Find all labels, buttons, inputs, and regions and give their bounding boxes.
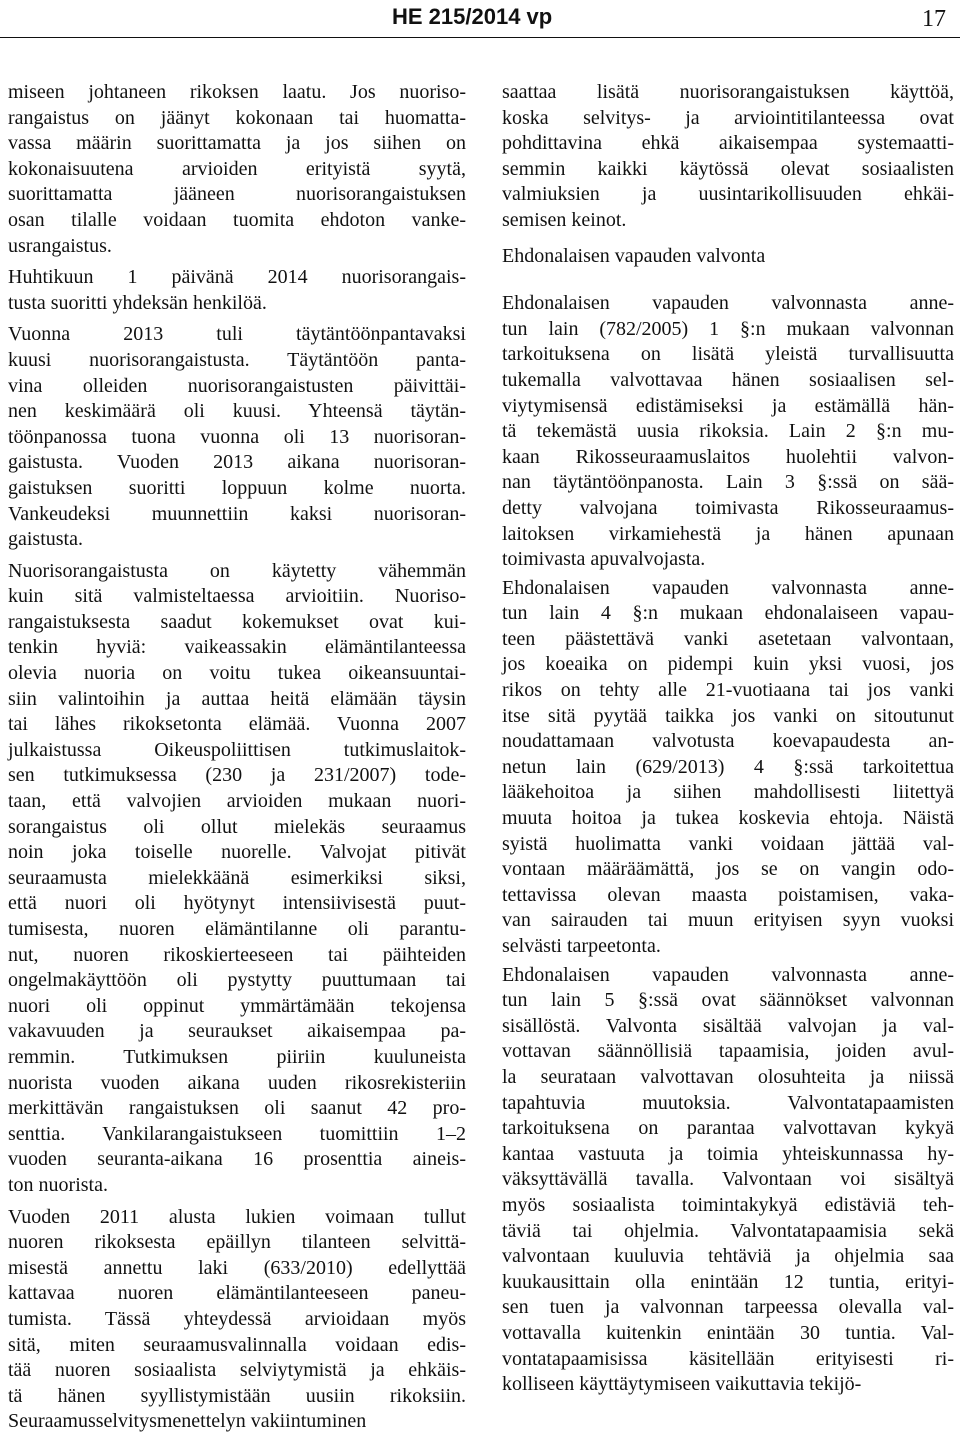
page-header	[0, 0, 960, 40]
text-line: sen tuen ja valvonnan tarpeessa olevalla val-	[502, 1296, 954, 1319]
paragraph	[502, 291, 954, 573]
text-line: Ehdonalaisen vapauden valvonnasta anne-	[502, 963, 954, 986]
text-line: gaistuksen suoritti loppuun kolme nuorta.	[8, 476, 466, 499]
text-line: nen keskimäärä oli kuusi. Yhteensä täytän-	[8, 400, 466, 423]
text-line: noin joka toiselle nuorelle. Valvojat pitivät	[8, 841, 466, 864]
text-line: että nuori oli hyötynyt intensiivisestä puut-	[8, 892, 466, 915]
page-number: 17	[922, 6, 946, 32]
text-line: gaistusta. Vuoden 2013 aikana nuorisoran-	[8, 451, 466, 474]
text-line: kantaa vastuuta ja toimia yhteiskunnassa hy-	[502, 1142, 954, 1165]
text-line: sen tutkimuksessa (230 ja 231/2007) tode-	[8, 764, 466, 787]
text-line: Nuorisorangaistusta on käytetty vähemmän	[8, 559, 466, 582]
text-line: nut, nuoren rikoskierteeseen tai päihteiden	[8, 943, 466, 966]
paragraph	[8, 322, 466, 552]
header-rule	[0, 37, 960, 38]
text-line: toimivasta apuvalvojasta.	[502, 548, 706, 571]
text-line: valmiuksien ja uusintarikollisuuden ehkäi-	[502, 183, 954, 206]
text-line: olevia nuoria on voitu tukea oikeansuuntai-	[8, 662, 466, 685]
text-line: tä hänen syyllistymistään uusiin rikoksiin.	[8, 1384, 466, 1407]
text-line: teen päästettävä vanki asetetaan valvontaan,	[502, 627, 954, 650]
text-line: väksyttävällä tavalla. Valvontaan voi sisältyä	[502, 1168, 954, 1191]
text-line: saattaa lisätä nuorisorangaistuksen käyttöä,	[502, 81, 954, 103]
text-line: vottavalla kuitenkin enintään 30 tuntia. Val-	[502, 1321, 954, 1344]
text-line: Seuraamusselvitysmenettelyn vakiintuminen	[8, 1410, 367, 1433]
text-line: ton nuorista.	[8, 1173, 108, 1196]
text-line: taan, että valvojien arvioiden mukaan nuori-	[8, 790, 466, 813]
text-line: tapahtuvia muutoksia. Valvontatapaamisten	[502, 1091, 954, 1114]
text-line: gaistusta.	[8, 528, 83, 551]
text-line: kuusi nuorisorangaistusta. Täytäntöön panta-	[8, 348, 466, 371]
text-line: tä tekemästä uusia rikoksia. Lain 2 §:n mu-	[502, 420, 954, 443]
paragraph	[8, 265, 466, 316]
text-line: sisällöstä. Valvonta sisältää valvojan ja val-	[502, 1014, 954, 1037]
text-line: kolliseen käyttäytymiseen vaikuttavia tekijö-	[502, 1373, 862, 1396]
text-line: tarkoituksena on parantaa valvottavan kykyä	[502, 1117, 954, 1140]
left-column	[8, 80, 466, 1435]
text-line: noudattamaan valvotusta koevapaudesta an-	[502, 730, 954, 753]
text-line: kaan Rikosseuraamuslaitos huolehtii valvon-	[502, 445, 954, 468]
text-line: selvästi tarpeetonta.	[502, 935, 661, 957]
text-line: semmin kaikki käytössä olevat sosiaalisten	[502, 157, 954, 180]
text-line: julkaistussa Oikeuspoliittisen tutkimuslaitok-	[8, 738, 466, 761]
text-line: sorangaistus oli ollut mielekäs seuraamus	[8, 815, 466, 838]
right-column	[502, 80, 954, 1398]
text-line: misestä annettu laki (633/2010) edellyttää	[8, 1256, 466, 1279]
text-line: vontatapaamisissa käsitellään erityisesti ri-	[502, 1347, 954, 1370]
text-line: laitoksen virkamiehestä ja hänen apunaan	[502, 522, 954, 545]
text-line: tumisesta, nuoren elämäntilanne oli parantu-	[8, 918, 466, 940]
text-line: detty valvojana toimivasta Rikosseuraamus-	[502, 496, 954, 519]
text-line: vakavuuden ja seuraukset aikaisempaa pa-	[8, 1020, 466, 1043]
text-line: pohdittavina ehkä aikaisempaa systemaatti-	[502, 132, 954, 155]
text-line: Vankeudeksi muunnettiin kaksi nuorisoran-	[8, 502, 466, 525]
section-heading: Ehdonalaisen vapauden valvonta	[502, 244, 766, 267]
text-line: rangaistus on jäänyt kokonaan tai huomatta-	[8, 106, 466, 129]
text-line: itse sitä pyytää taikka jos vanki on sitoutunut	[502, 704, 954, 727]
spacer	[502, 234, 954, 244]
text-line: van sairauden tai muun erityisen syyn vuoksi	[502, 909, 954, 932]
text-line: nan täytäntöönpanosta. Lain 3 §:ssä on sää-	[502, 471, 954, 494]
text-line: osan tilalle voidaan tuomita ehdoton vanke-	[8, 208, 466, 231]
text-line: ongelmakäyttöön oli pystytty puuttumaan tai	[8, 969, 466, 992]
text-line: tun lain 4 §:n mukaan ehdonalaiseen vapau-	[502, 602, 954, 625]
text-line: Huhtikuun 1 päivänä 2014 nuorisorangais-	[8, 266, 466, 289]
text-line: tettavissa olevan maasta poistamisen, vaka-	[502, 883, 954, 906]
paragraph	[502, 80, 954, 234]
text-line: vottavan säännöllisiä tapaamisia, joiden avul-	[502, 1040, 954, 1063]
paragraph	[8, 559, 466, 1199]
text-line: tenkin hyviä: vaikeassakin elämäntilanteessa	[8, 636, 466, 659]
text-line: Ehdonalaisen vapauden valvonnasta anne-	[502, 292, 954, 315]
text-line: siin valintoihin ja auttaa heitä elämään täysin	[8, 687, 466, 710]
paragraph	[502, 963, 954, 1398]
text-line: Vuoden 2011 alusta lukien voimaan tullut	[8, 1205, 466, 1228]
text-line: senttia. Vankilarangaistukseen tuomittiin 1–2	[8, 1122, 466, 1145]
text-line: myös sosiaalista toimintakykyä edistäviä teh-	[502, 1193, 954, 1216]
text-line: valvontaan kuuluvia tehtäviä ja ohjelmia saa	[502, 1245, 954, 1268]
paragraph	[8, 1205, 466, 1435]
text-line: nuoren rikoksesta epäillyn tilanteen selvittä-	[8, 1231, 466, 1254]
paragraph	[502, 576, 954, 960]
text-line: tun lain 5 §:ssä ovat säännökset valvonnan	[502, 989, 954, 1012]
text-line: täviä tai ohjelmia. Valvontatapaamisia sekä	[502, 1219, 954, 1242]
text-line: rangaistuksesta saadut kokemukset ovat kui-	[8, 610, 466, 633]
document-id: HE 215/2014 vp	[392, 4, 553, 29]
text-line: semisen keinot.	[502, 208, 627, 231]
text-line: tai lähes rikoksetonta elämää. Vuonna 2007	[8, 713, 466, 736]
text-line: lääkehoitoa ja siihen mahdollisesti liitettyä	[502, 781, 954, 804]
text-line: viytymisensä edistämiseksi ja estämällä hän-	[502, 394, 954, 417]
text-line: sitä, miten seuraamusvalinnalla voidaan edis-	[8, 1333, 466, 1356]
text-line: tun lain (782/2005) 1 §:n mukaan valvonnan	[502, 317, 954, 340]
text-line: vina olleiden nuorisorangaistusten päivittäi-	[8, 374, 466, 397]
text-line: Vuonna 2013 tuli täytäntöönpantavaksi	[8, 323, 466, 346]
text-line: tukemalla valvottavaa hänen sosiaalisen sel-	[502, 368, 954, 391]
text-line: tumista. Tässä yhteydessä arvioidaan myös	[8, 1307, 466, 1330]
text-line: remmin. Tutkimuksen piiriin kuuluneista	[8, 1045, 466, 1068]
text-line: syistä huolimatta vanki voidaan jättää val-	[502, 832, 954, 855]
text-line: kattavaa nuoren elämäntilanteeseen paneu-	[8, 1282, 466, 1305]
text-line: tarkoituksena on lisätä yleistä turvallisuutta	[502, 343, 954, 366]
text-line: kuin sitä valmisteltaessa arvioitiin. Nuoriso-	[8, 585, 466, 608]
paragraph	[8, 80, 466, 259]
text-line: koska selvitys- ja arviointitilanteessa ovat	[502, 106, 954, 129]
text-line: rikos on tehty alle 21-vuotiaana tai jos vanki	[502, 679, 954, 702]
spacer	[502, 269, 954, 291]
text-line: töönpanossa tuona vuonna oli 13 nuorisoran-	[8, 425, 466, 448]
text-line: merkittävän rangaistuksen oli saanut 42 pro-	[8, 1097, 466, 1120]
text-line: nuori oli oppinut ymmärtämään tekojensa	[8, 994, 466, 1017]
text-line: tää nuoren sosiaalista selviytymistä ja ehkäis-	[8, 1359, 466, 1382]
text-line: jos koeaika on pidempi kuin yksi vuosi, jos	[502, 653, 954, 676]
text-line: tusta suoritti yhdeksän henkilöä.	[8, 291, 267, 314]
text-line: suorittamatta jääneen nuorisorangaistuksen	[8, 183, 466, 206]
paragraph-group	[502, 291, 954, 1398]
text-line: vuoden seuranta-aikana 16 prosenttia aineis-	[8, 1148, 466, 1171]
text-line: kuukausittain olla enintään 12 tuntia, erityi-	[502, 1270, 954, 1293]
text-line: Ehdonalaisen vapauden valvonnasta anne-	[502, 576, 954, 599]
text-line: kokonaisuutena arvioiden erityistä syytä,	[8, 157, 466, 180]
text-line: nuorista vuoden aikana uuden rikosrekisteriin	[8, 1071, 466, 1094]
text-line: netun lain (629/2013) 4 §:ssä tarkoitettua	[502, 755, 954, 778]
text-line: vontaan määräämättä, jos se on vangin odo-	[502, 858, 954, 881]
text-line: vassa määrin suorittamatta ja jos siihen on	[8, 132, 466, 155]
text-line: seuraamusta mielekkäänä esimerkiksi siksi,	[8, 866, 466, 889]
text-line: usrangaistus.	[8, 234, 112, 257]
text-line: la seurataan valvottavan olosuhteita ja niissä	[502, 1065, 954, 1088]
text-line: miseen johtaneen rikoksen laatu. Jos nuoriso-	[8, 81, 466, 103]
text-line: muuta hoitoa ja tukea koskevia ehtoja. Näistä	[502, 807, 954, 830]
